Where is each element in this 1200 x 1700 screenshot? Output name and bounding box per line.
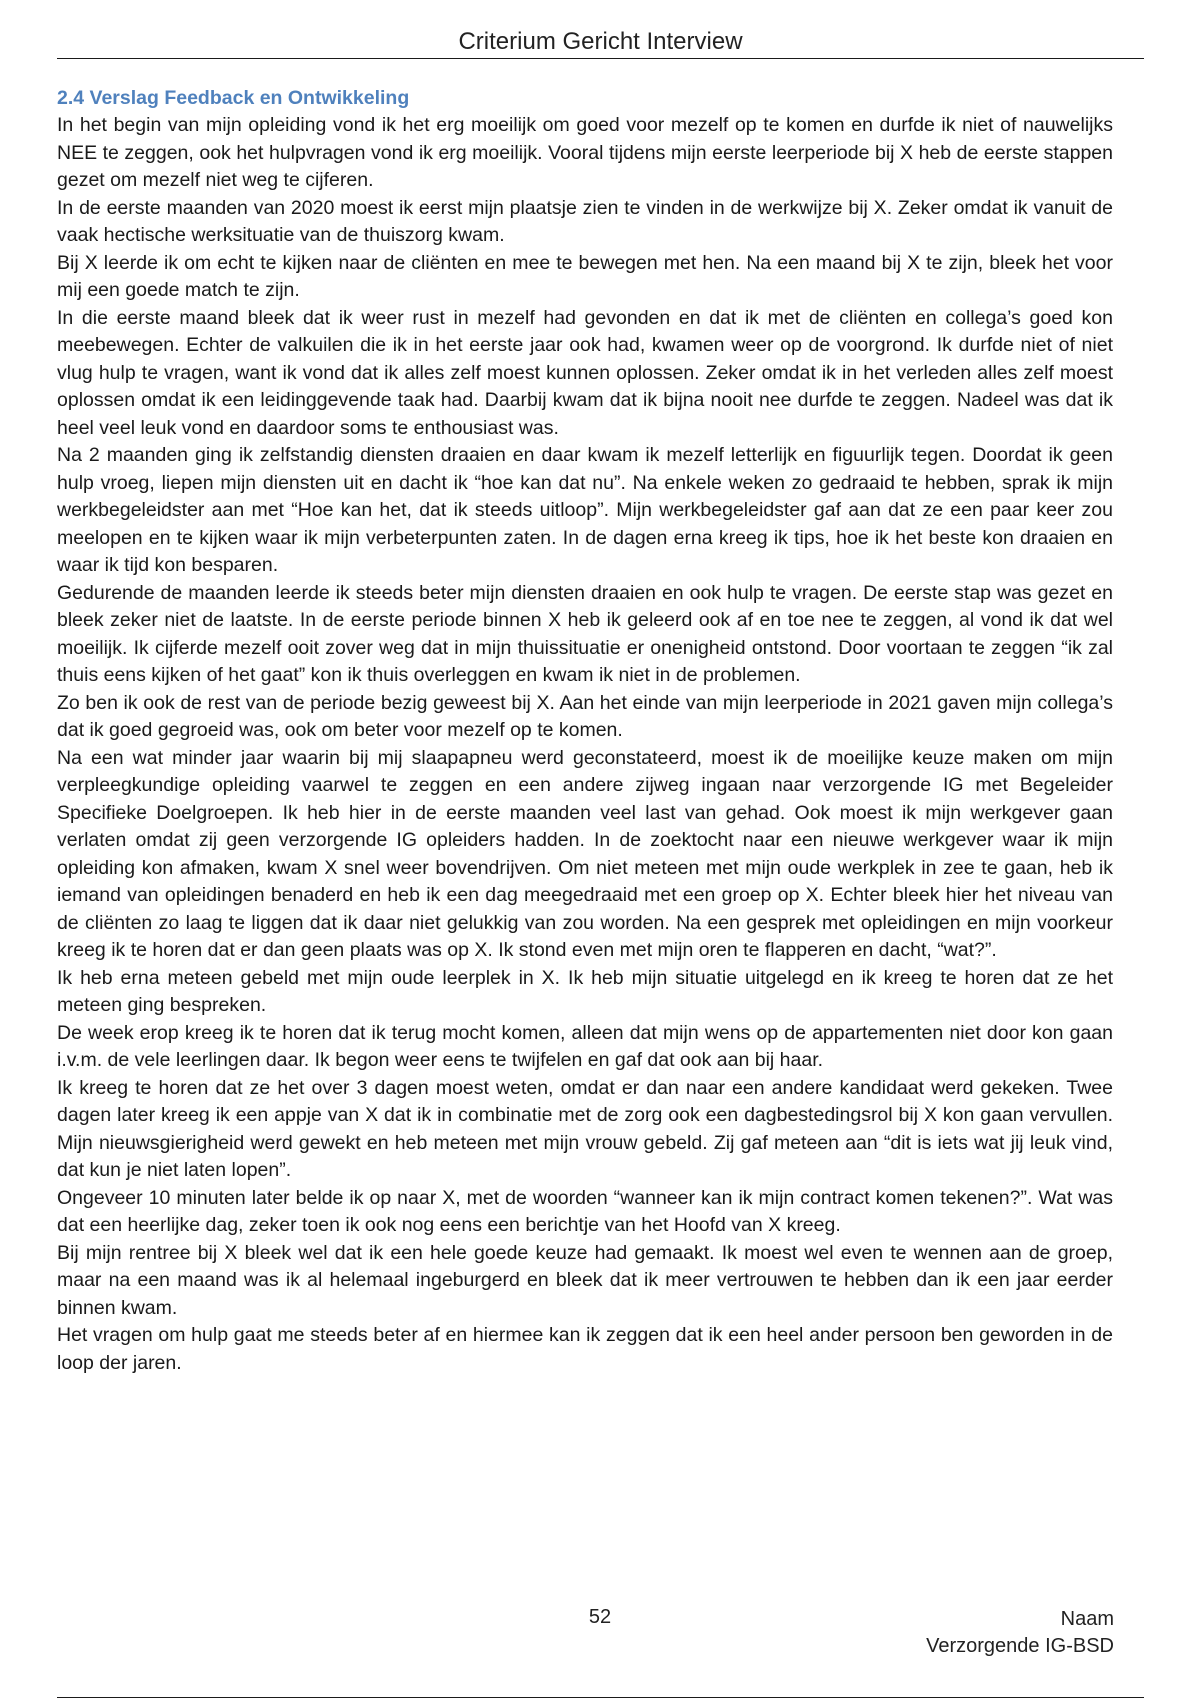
paragraph-8: Na een wat minder jaar waarin bij mij slaapapneu werd geconstateerd, moest ik de moeilijke keuze maken om mijn verpleegkundige opleiding vaarwel te zeggen en een andere zijweg ingaan naar verzorgende IG met Begeleider Specifieke Doelgroepen. Ik heb hier in de eerste maanden veel last van gehad. Ook moest ik mijn werkgever gaan verlaten omdat zij geen verzorgende IG opleiders hadden. In de zoektocht naar een nieuwe werkgever waar ik mijn opleiding kon afmaken, kwam X snel weer bovendrijven. Om niet meteen met mijn oude werkplek in zee te gaan, heb ik iemand van opleidingen benaderd en heb ik een dag meegedraaid met een groep op X. Echter bleek hier het niveau van de cliënten zo laag te liggen dat ik daar niet gelukkig van zou worden. Na een gesprek met opleidingen en mijn voorkeur kreeg ik te horen dat er dan geen plaats was op X. Ik stond even met mijn oren te flapperen en dacht, “wat?”. [57,746,1113,961]
paragraph-5: Na 2 maanden ging ik zelfstandig diensten draaien en daar kwam ik mezelf letterlijk en figuurlijk tegen. Doordat ik geen hulp vroeg, liepen mijn diensten uit en dacht ik “hoe kan dat nu”. Na enkele weken zo gedraaid te hebben, sprak ik mijn werkbegeleidster aan met “Hoe kan het, dat ik steeds uitloop”. Mijn werkbegeleidster gaf aan dat ze een paar keer zou meelopen en te kijken waar ik mijn verbeterpunten zaten. In de dagen erna kreeg ik tips, hoe ik het beste kon draaien en waar ik tijd kon besparen. [57,444,1113,576]
footer-meta [926,1606,1114,1660]
footer-name: Naam [1060,1608,1114,1630]
footer-program: Verzorgende IG-BSD [926,1635,1114,1657]
paragraph-1: In het begin van mijn opleiding vond ik het erg moeilijk om goed voor mezelf op te komen en durfde ik niet of nauwelijks NEE te zeggen, ook het hulpvragen vond ik erg moeilijk. Vooral tijdens mijn eerste leerperiode bij X heb de eerste stappen gezet om mezelf niet weg te cijferen. [57,114,1113,191]
paragraph-11: Ik kreeg te horen dat ze het over 3 dagen moest weten, omdat er dan naar een andere kandidaat werd gekeken. Twee dagen later kreeg ik een appje van X dat ik in combinatie met de zorg ook een dagbestedingsrol bij X kon gaan vervullen. Mijn nieuwsgierigheid werd gewekt en heb meteen met mijn vrouw gebeld. Zij gaf meteen aan “dit is iets wat jij leuk vind, dat kun je niet laten lopen”. [57,1076,1113,1181]
section-heading: 2.4 Verslag Feedback en Ontwikkeling [57,87,410,109]
paragraph-3: Bij X leerde ik om echt te kijken naar de cliënten en mee te bewegen met hen. Na een maand bij X te zijn, bleek het voor mij een goede match te zijn. [57,251,1113,301]
paragraph-4: In die eerste maand bleek dat ik weer rust in mezelf had gevonden en dat ik met de cliënten en collega’s goed kon meebewegen. Echter de valkuilen die ik in het eerste jaar ook had, kwamen weer op de voorgrond. Ik durfde niet of niet vlug hulp te vragen, want ik vond dat ik alles zelf moest kunnen oplossen. Zeker omdat ik in het verleden alles zelf moest oplossen omdat ik een leidinggevende taak had. Daarbij kwam dat ik bijna nooit nee durfde te zeggen. Nadeel was dat ik heel veel leuk vond en daardoor soms te enthousiast was. [57,306,1113,439]
paragraph-14: Het vragen om hulp gaat me steeds beter af en hiermee kan ik zeggen dat ik een heel ander persoon ben geworden in de loop der jaren. [57,1324,1113,1374]
paragraph-10: De week erop kreeg ik te horen dat ik terug mocht komen, alleen dat mijn wens op de appartementen niet door kon gaan i.v.m. de vele leerlingen daar. Ik begon weer eens te twijfelen en gaf dat ook aan bij haar. [57,1021,1113,1071]
document-title: Criterium Gericht Interview [458,28,743,55]
paragraph-2: In de eerste maanden van 2020 moest ik eerst mijn plaatsje zien te vinden in de werkwijze bij X. Zeker omdat ik vanuit de vaak hectische werksituatie van de thuiszorg kwam. [57,196,1113,246]
page-header [57,28,1144,59]
paragraph-12: Ongeveer 10 minuten later belde ik op naar X, met de woorden “wanneer kan ik mijn contract komen tekenen?”. Wat was dat een heerlijke dag, zeker toen ik ook nog eens een berichtje van het Hoofd van X kreeg. [57,1186,1113,1236]
document-body [57,85,1113,1377]
page-number: 52 [588,1606,612,1628]
paragraph-9: Ik heb erna meteen gebeld met mijn oude leerplek in X. Ik heb mijn situatie uitgelegd en ik kreeg te horen dat ze het meteen ging bespreken. [57,966,1113,1016]
footer-divider [57,1697,1144,1698]
paragraph-13: Bij mijn rentree bij X bleek wel dat ik een hele goede keuze had gemaakt. Ik moest wel even te wennen aan de groep, maar na een maand was ik al helemaal ingeburgerd en bleek dat ik meer vertrouwen te hebben dan ik een jaar eerder binnen kwam. [57,1241,1113,1319]
paragraph-7: Zo ben ik ook de rest van de periode bezig geweest bij X. Aan het einde van mijn leerperiode in 2021 gaven mijn collega’s dat ik goed gegroeid was, ook om beter voor mezelf op te komen. [57,691,1113,741]
paragraph-6: Gedurende de maanden leerde ik steeds beter mijn diensten draaien en ook hulp te vragen. De eerste stap was gezet en bleek zeker niet de laatste. In de eerste periode binnen X heb ik geleerd ook af en toe nee te zeggen, al vond ik dat wel moeilijk. Ik cijferde mezelf ooit zover weg dat in mijn thuissituatie er onenigheid ontstond. Door voortaan te zeggen “ik zal thuis eens kijken of het gaat” kon ik thuis overleggen en kwam ik niet in de problemen. [57,581,1113,686]
